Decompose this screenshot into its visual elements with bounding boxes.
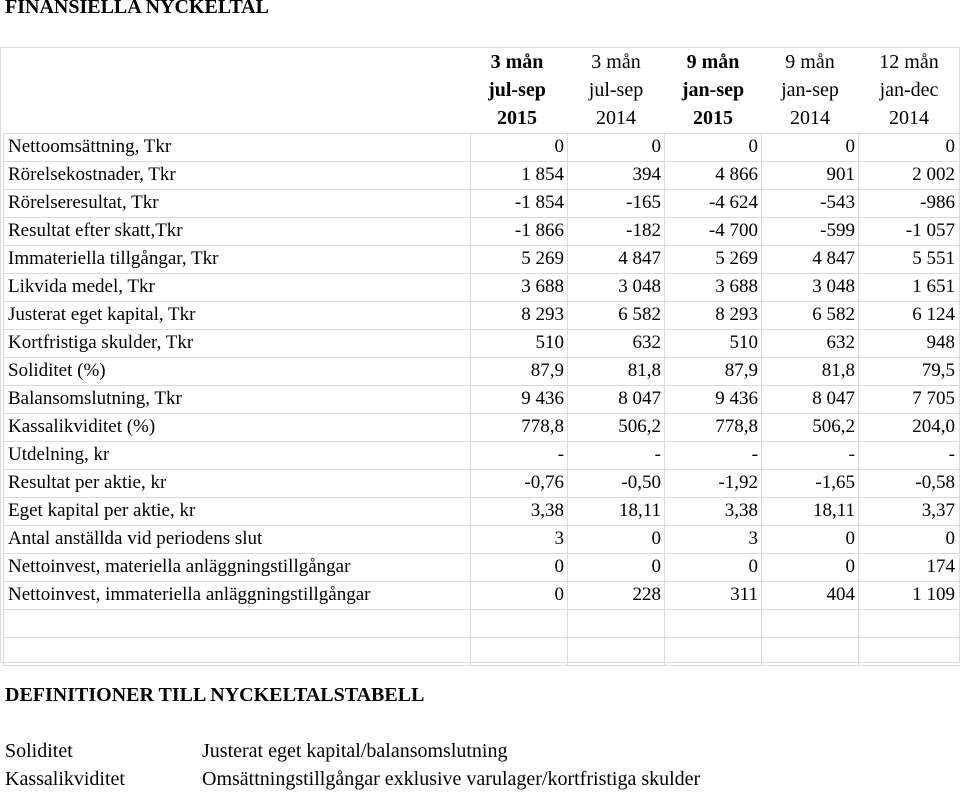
table-cell: 0 xyxy=(945,136,955,157)
table-cell: 8 047 xyxy=(618,388,661,409)
table-cell: 0 xyxy=(748,556,758,577)
table-cell: -1 866 xyxy=(514,220,564,241)
table-row xyxy=(3,441,960,469)
table-row xyxy=(3,525,960,553)
table-cell: 1 854 xyxy=(521,164,564,185)
table-cell: 0 xyxy=(651,528,661,549)
row-label: Soliditet (%) xyxy=(8,360,106,381)
table-cell: -599 xyxy=(820,220,855,241)
column-header xyxy=(568,48,664,132)
definition-term: Kassalikviditet xyxy=(5,768,125,790)
table-cell: 3 048 xyxy=(812,276,855,297)
table-cell: 4 847 xyxy=(812,248,855,269)
table-cell: 7 705 xyxy=(912,388,955,409)
column-header-line1: 3 mån xyxy=(591,51,641,73)
table-cell: 2 002 xyxy=(912,164,955,185)
table-cell: 6 582 xyxy=(618,304,661,325)
table-cell: 632 xyxy=(826,332,855,353)
table-cell: - xyxy=(557,444,564,465)
column-header-line1: 3 mån xyxy=(490,51,544,73)
table-cell: 6 582 xyxy=(812,304,855,325)
table-cell: - xyxy=(948,444,955,465)
row-label: Resultat per aktie, kr xyxy=(8,472,167,493)
table-cell: 204,0 xyxy=(912,416,955,437)
table-cell: 9 436 xyxy=(715,388,758,409)
table-cell: 8 047 xyxy=(812,388,855,409)
table-cell: - xyxy=(848,444,855,465)
table-cell: -1 854 xyxy=(514,192,564,213)
column-header-line2: jan-sep xyxy=(681,79,745,101)
table-row xyxy=(3,245,960,273)
row-label: Rörelseresultat, Tkr xyxy=(8,192,159,213)
column-header-line2: jan-sep xyxy=(781,79,839,101)
column-header-line2: jul-sep xyxy=(488,79,546,101)
column-header-line2: jan-dec xyxy=(879,79,939,101)
table-cell: 0 xyxy=(554,584,564,605)
table-row xyxy=(3,553,960,581)
column-header xyxy=(762,48,858,132)
row-label: Nettoinvest, immateriella anläggningstillgångar xyxy=(8,584,371,605)
column-header-line1: 9 mån xyxy=(785,51,835,73)
table-cell: 394 xyxy=(632,164,661,185)
table-cell: 5 551 xyxy=(912,248,955,269)
table-cell: 4 847 xyxy=(618,248,661,269)
table-cell: 0 xyxy=(554,556,564,577)
row-label: Nettoinvest, materiella anläggningstillgångar xyxy=(8,556,351,577)
table-cell: 174 xyxy=(926,556,955,577)
row-label: Resultat efter skatt,Tkr xyxy=(8,220,183,241)
grid-line xyxy=(3,609,960,610)
grid-line xyxy=(3,665,960,666)
column-header-line1: 9 mån xyxy=(686,51,740,73)
table-cell: 778,8 xyxy=(715,416,758,437)
definition-term: Soliditet xyxy=(5,740,73,762)
table-cell: -0,58 xyxy=(915,472,955,493)
table-cell: -182 xyxy=(626,220,661,241)
table-cell: 0 xyxy=(945,528,955,549)
column-header-line1: 12 mån xyxy=(879,51,939,73)
table-cell: 87,9 xyxy=(724,360,758,381)
table-cell: 3,38 xyxy=(724,500,758,521)
table-cell: 0 xyxy=(845,556,855,577)
table-cell: 87,9 xyxy=(530,360,564,381)
table-cell: -4 700 xyxy=(708,220,758,241)
table-cell: 506,2 xyxy=(812,416,855,437)
table-cell: - xyxy=(654,444,661,465)
column-header xyxy=(861,48,957,132)
table-cell: 948 xyxy=(926,332,955,353)
table-cell: 3 688 xyxy=(715,276,758,297)
column-header-line3: 2014 xyxy=(790,107,830,129)
row-label: Utdelning, kr xyxy=(8,444,110,465)
table-row xyxy=(3,273,960,301)
definition-description: Omsättningstillgångar exklusive varulager/kortfristiga skulder xyxy=(202,768,701,790)
grid-line xyxy=(3,637,960,638)
row-label: Kortfristiga skulder, Tkr xyxy=(8,332,194,353)
table-cell: 3 688 xyxy=(521,276,564,297)
table-row xyxy=(3,329,960,357)
table-cell: 0 xyxy=(748,136,758,157)
table-row xyxy=(3,497,960,525)
table-cell: -1 057 xyxy=(905,220,955,241)
table-cell: 901 xyxy=(826,164,855,185)
table-cell: 81,8 xyxy=(627,360,661,381)
table-row xyxy=(3,357,960,385)
table-cell: 0 xyxy=(554,136,564,157)
row-label: Likvida medel, Tkr xyxy=(8,276,155,297)
column-header-line3: 2014 xyxy=(889,107,929,129)
table-cell: 79,5 xyxy=(921,360,955,381)
table-cell: 3 xyxy=(748,528,758,549)
table-cell: 228 xyxy=(632,584,661,605)
table-cell: 311 xyxy=(730,584,758,605)
definitions-title: DEFINITIONER TILL NYCKELTALSTABELL xyxy=(5,684,425,706)
column-header xyxy=(665,48,761,132)
table-cell: 5 269 xyxy=(715,248,758,269)
table-row xyxy=(3,581,960,609)
table-cell: 510 xyxy=(535,332,564,353)
table-cell: 4 866 xyxy=(715,164,758,185)
table-cell: 9 436 xyxy=(521,388,564,409)
table-cell: 1 109 xyxy=(912,584,955,605)
table-cell: 18,11 xyxy=(618,500,661,521)
row-label: Rörelsekostnader, Tkr xyxy=(8,164,176,185)
table-cell: -543 xyxy=(820,192,855,213)
table-cell: 8 293 xyxy=(715,304,758,325)
table-cell: 1 651 xyxy=(912,276,955,297)
table-cell: 5 269 xyxy=(521,248,564,269)
definition-description: Justerat eget kapital/balansomslutning xyxy=(202,740,508,762)
page-title: FINANSIELLA NYCKELTAL xyxy=(5,0,269,18)
column-header-line3: 2015 xyxy=(693,107,733,129)
column-header-line2: jul-sep xyxy=(588,79,644,101)
table-cell: 506,2 xyxy=(618,416,661,437)
column-header-line3: 2015 xyxy=(497,107,537,129)
table-cell: 0 xyxy=(845,136,855,157)
row-label: Balansomslutning, Tkr xyxy=(8,388,182,409)
table-cell: 3,38 xyxy=(530,500,564,521)
table-row xyxy=(3,189,960,217)
table-cell: 0 xyxy=(651,556,661,577)
table-row xyxy=(3,161,960,189)
row-label: Immateriella tillgångar, Tkr xyxy=(8,248,219,269)
table-cell: 0 xyxy=(651,136,661,157)
row-label: Nettoomsättning, Tkr xyxy=(8,136,172,157)
row-label: Justerat eget kapital, Tkr xyxy=(8,304,196,325)
table-cell: 632 xyxy=(632,332,661,353)
table-row xyxy=(3,413,960,441)
table-cell: 3 xyxy=(554,528,564,549)
table-cell: -0,76 xyxy=(524,472,564,493)
table-row xyxy=(3,133,960,161)
column-header-line3: 2014 xyxy=(596,107,636,129)
table-cell: 404 xyxy=(826,584,855,605)
table-cell: 510 xyxy=(729,332,758,353)
table-cell: 3 048 xyxy=(618,276,661,297)
row-label: Antal anställda vid periodens slut xyxy=(8,528,263,549)
table-row xyxy=(3,469,960,497)
table-cell: -1,65 xyxy=(815,472,855,493)
table-row xyxy=(3,217,960,245)
table-cell: -0,50 xyxy=(621,472,661,493)
column-header xyxy=(469,48,565,132)
table-cell: - xyxy=(751,444,758,465)
table-row xyxy=(3,301,960,329)
table-cell: 0 xyxy=(845,528,855,549)
row-label: Eget kapital per aktie, kr xyxy=(8,500,196,521)
table-cell: -4 624 xyxy=(708,192,758,213)
table-cell: 8 293 xyxy=(521,304,564,325)
table-cell: -986 xyxy=(920,192,955,213)
table-cell: -1,92 xyxy=(718,472,758,493)
table-cell: 6 124 xyxy=(912,304,955,325)
row-label: Kassalikviditet (%) xyxy=(8,416,156,437)
table-cell: 18,11 xyxy=(812,500,855,521)
table-cell: 81,8 xyxy=(821,360,855,381)
table-row xyxy=(3,385,960,413)
table-cell: -165 xyxy=(626,192,661,213)
table-cell: 3,37 xyxy=(921,500,955,521)
table-cell: 778,8 xyxy=(521,416,564,437)
